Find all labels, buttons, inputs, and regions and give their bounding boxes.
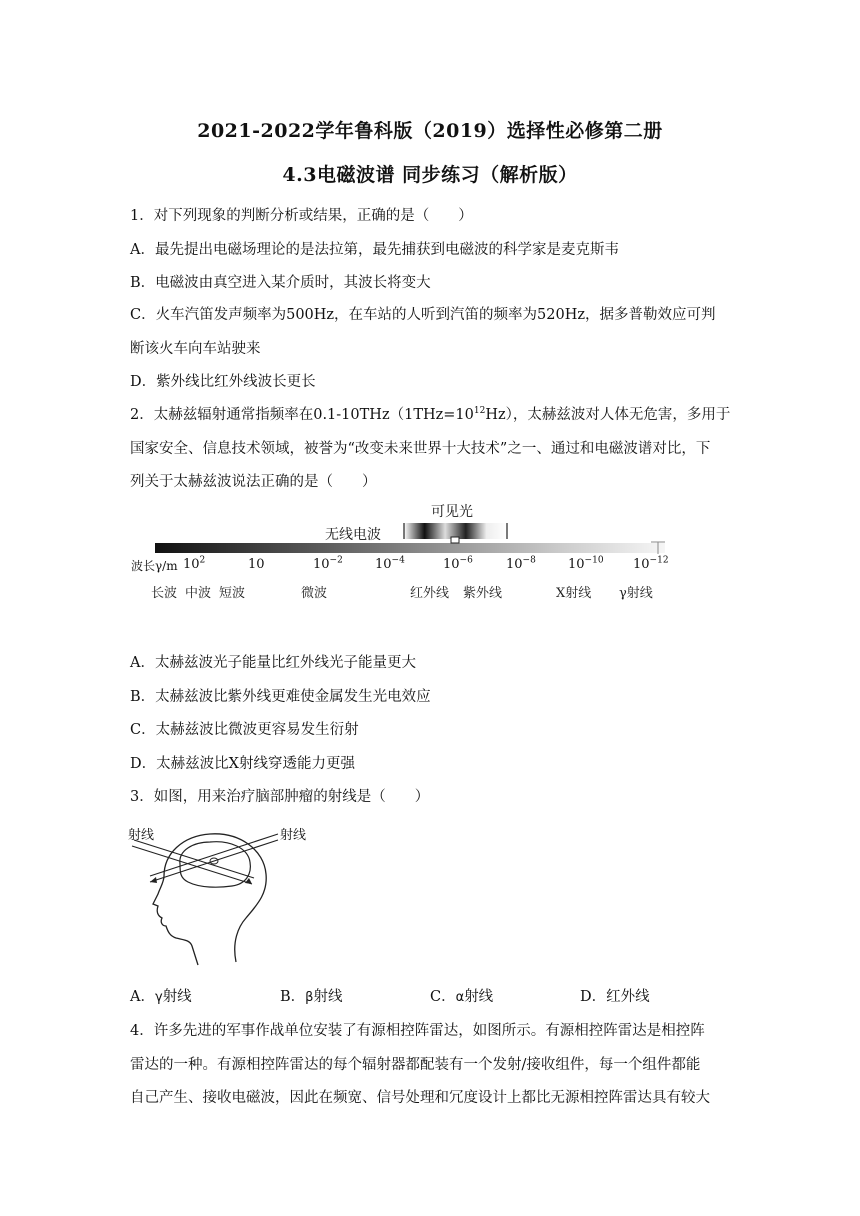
q2-option-c: C．太赫兹波比微波更容易发生衍射 xyxy=(130,722,359,738)
tick-label: $10^{-10}$ xyxy=(568,555,604,572)
title-line-1: 2021-2022学年鲁科版（2019）选择性必修第二册 xyxy=(197,120,663,142)
q3-option-b: B．β射线 xyxy=(280,989,343,1005)
tick-label: $10^{-8}$ xyxy=(506,555,536,572)
tick-label: 10 xyxy=(248,557,265,572)
q2-option-a: A．太赫兹波光子能量比红外线光子能量更大 xyxy=(130,655,416,671)
spectrum-figure xyxy=(125,497,685,607)
q2-stem-line2: 国家安全、信息技术领域，被誉为“改变未来世界十大技术”之一、通过和电磁波谱对比，下 xyxy=(130,441,711,457)
q2-stem-exponent: 12 xyxy=(473,406,486,417)
band-label: 中波 xyxy=(185,586,212,601)
q3-stem: 3．如图，用来治疗脑部肿瘤的射线是（ ） xyxy=(130,789,430,805)
q2-stem-line3: 列关于太赫兹波说法正确的是（ ） xyxy=(130,474,377,490)
spectrum-band xyxy=(155,543,665,553)
q2-stem-part1: 2．太赫兹辐射通常指频率在0.1-10THz（1THz=10 xyxy=(130,407,474,423)
q4-line1: 4．许多先进的军事作战单位安装了有源相控阵雷达，如图所示。有源相控阵雷达是相控阵 xyxy=(130,1023,705,1039)
q2-stem-part2: Hz），太赫兹波对人体无危害，多用于 xyxy=(485,407,731,423)
q2-stem-line1 xyxy=(130,405,740,425)
radio-wave-label: 无线电波 xyxy=(325,527,381,543)
q4-line3: 自己产生、接收电磁波，因此在频宽、信号处理和冗度设计上都比无源相控阵雷达具有较大 xyxy=(130,1090,710,1106)
q3-option-c: C．α射线 xyxy=(430,989,494,1005)
head-rays-svg xyxy=(128,822,328,967)
ray-label-left: 射线 xyxy=(128,828,155,843)
q1-option-a: A．最先提出电磁场理论的是法拉第，最先捕获到电磁波的科学家是麦克斯韦 xyxy=(130,242,619,258)
q1-option-c-line2: 断该火车向车站驶来 xyxy=(130,341,261,357)
tick-label: $10^{-6}$ xyxy=(443,555,473,572)
band-label: 微波 xyxy=(301,586,328,601)
head-outline xyxy=(153,834,266,965)
visible-light-label: 可见光 xyxy=(431,504,473,520)
q1-option-c-line1: C．火车汽笛发声频率为500Hz，在车站的人听到汽笛的频率为520Hz，据多普勒效应可判 xyxy=(130,307,716,323)
visible-marker xyxy=(451,537,459,543)
band-label: 长波 xyxy=(151,586,178,601)
band-label: 紫外线 xyxy=(463,586,503,601)
tick-label: $10^{-4}$ xyxy=(375,555,405,572)
q1-option-b: B．电磁波由真空进入某介质时，其波长将变大 xyxy=(130,275,431,291)
ray-arrowhead xyxy=(150,877,157,883)
tick-label: $10^{-2}$ xyxy=(313,555,343,572)
band-label: X射线 xyxy=(556,586,592,601)
ray-label-right: 射线 xyxy=(280,828,307,843)
band-label: 红外线 xyxy=(410,586,450,601)
head-figure xyxy=(128,822,328,967)
q4-line2: 雷达的一种。有源相控阵雷达的每个辐射器都配装有一个发射/接收组件，每一个组件都能 xyxy=(130,1057,701,1073)
q2-option-d: D．太赫兹波比X射线穿透能力更强 xyxy=(130,756,355,772)
tick-label: $10^2$ xyxy=(183,555,206,572)
q2-option-b: B．太赫兹波比紫外线更难使金属发生光电效应 xyxy=(130,689,431,705)
q3-option-a: A．γ射线 xyxy=(130,989,192,1005)
q1-stem: 1．对下列现象的判断分析或结果，正确的是（ ） xyxy=(130,208,473,224)
tick-label: $10^{-12}$ xyxy=(633,555,669,572)
q3-option-d: D．红外线 xyxy=(580,989,650,1005)
title-line-2: 4.3电磁波谱 同步练习（解析版） xyxy=(282,164,578,186)
q1-option-d: D．紫外线比红外线波长更长 xyxy=(130,374,316,390)
band-label: 短波 xyxy=(219,586,246,601)
wavelength-axis-label: 波长γ/m xyxy=(131,559,178,573)
band-label: γ射线 xyxy=(619,586,653,601)
